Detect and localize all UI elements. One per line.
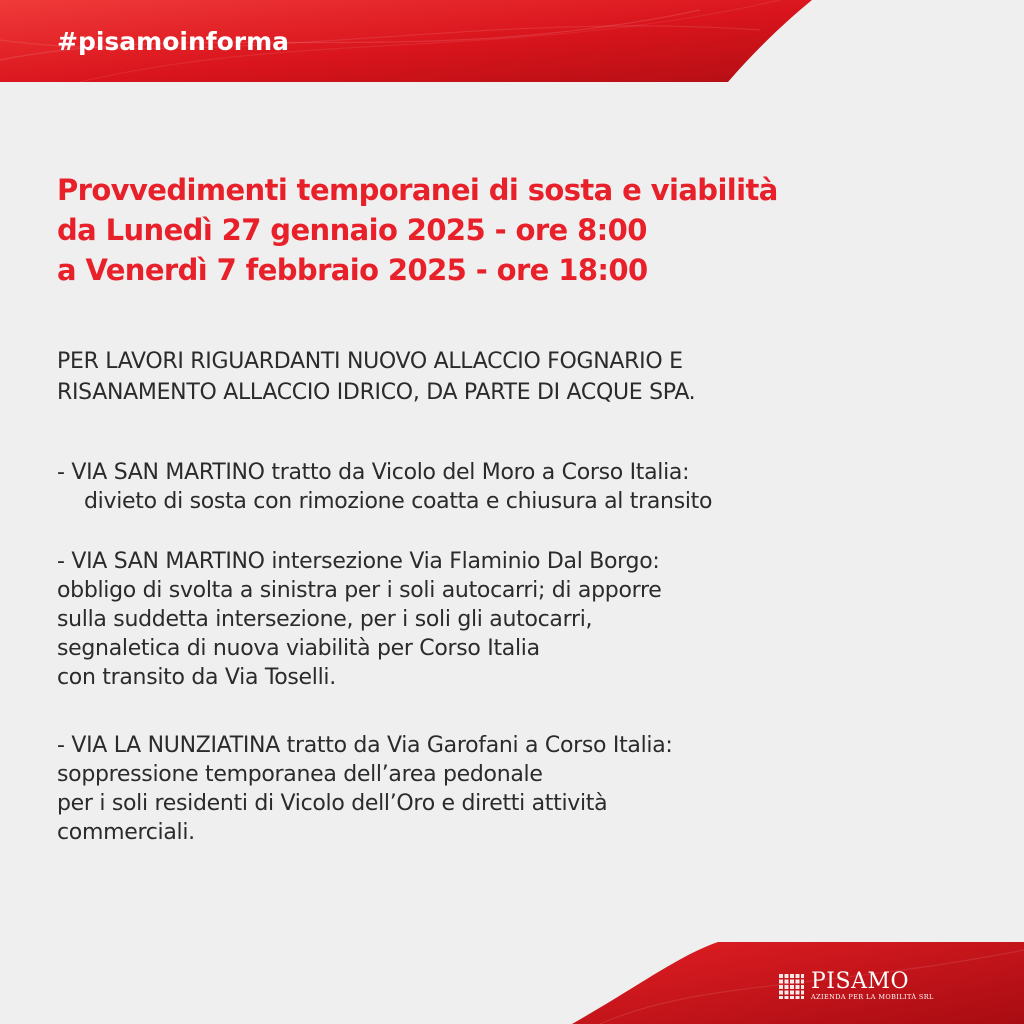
notice-title — [57, 170, 987, 290]
item-line: obbligo di svolta a sinistra per i soli autocarri; di apporre — [57, 578, 662, 603]
item-line: commerciali. — [57, 820, 195, 845]
item-line: divieto di sosta con rimozione coatta e chiusura al transito — [84, 489, 713, 514]
intro-line: PER LAVORI RIGUARDANTI NUOVO ALLACCIO FOGNARIO E — [57, 349, 683, 374]
logo-tagline: AZIENDA PER LA MOBILITÀ SRL — [811, 992, 934, 1001]
notice-item-via-la-nunziatina — [57, 731, 987, 847]
item-line: - VIA SAN MARTINO tratto da Vicolo del Moro a Corso Italia: — [57, 460, 690, 485]
item-line: con transito da Via Toselli. — [57, 665, 336, 690]
logo-text — [811, 968, 934, 1002]
hashtag-label: #pisamoinforma — [57, 27, 290, 56]
item-line: soppressione temporanea dell’area pedonale — [57, 762, 543, 787]
item-line: - VIA LA NUNZIATINA tratto da Via Garofani a Corso Italia: — [57, 733, 673, 758]
intro-line: RISANAMENTO ALLACCIO IDRICO, DA PARTE DI ACQUE SPA. — [57, 380, 696, 405]
pisamo-grid-icon — [778, 973, 805, 1000]
logo-name: PISAMO — [811, 968, 910, 994]
title-line: Provvedimenti temporanei di sosta e viabilità — [57, 173, 778, 207]
title-line: da Lunedì 27 gennaio 2025 - ore 8:00 — [57, 213, 647, 247]
pisamo-logo — [778, 966, 934, 1006]
item-line: per i soli residenti di Vicolo dell’Oro e diretti attività — [57, 791, 608, 816]
item-line: - VIA SAN MARTINO intersezione Via Flaminio Dal Borgo: — [57, 549, 660, 574]
title-line: a Venerdì 7 febbraio 2025 - ore 18:00 — [57, 253, 648, 287]
item-line: sulla suddetta intersezione, per i soli gli autocarri, — [57, 607, 593, 632]
item-line: segnaletica di nuova viabilità per Corso Italia — [57, 636, 540, 661]
intro-text — [57, 346, 987, 408]
notice-item-via-san-martino-tratto — [57, 458, 987, 516]
notice-item-via-san-martino-intersezione — [57, 547, 987, 692]
